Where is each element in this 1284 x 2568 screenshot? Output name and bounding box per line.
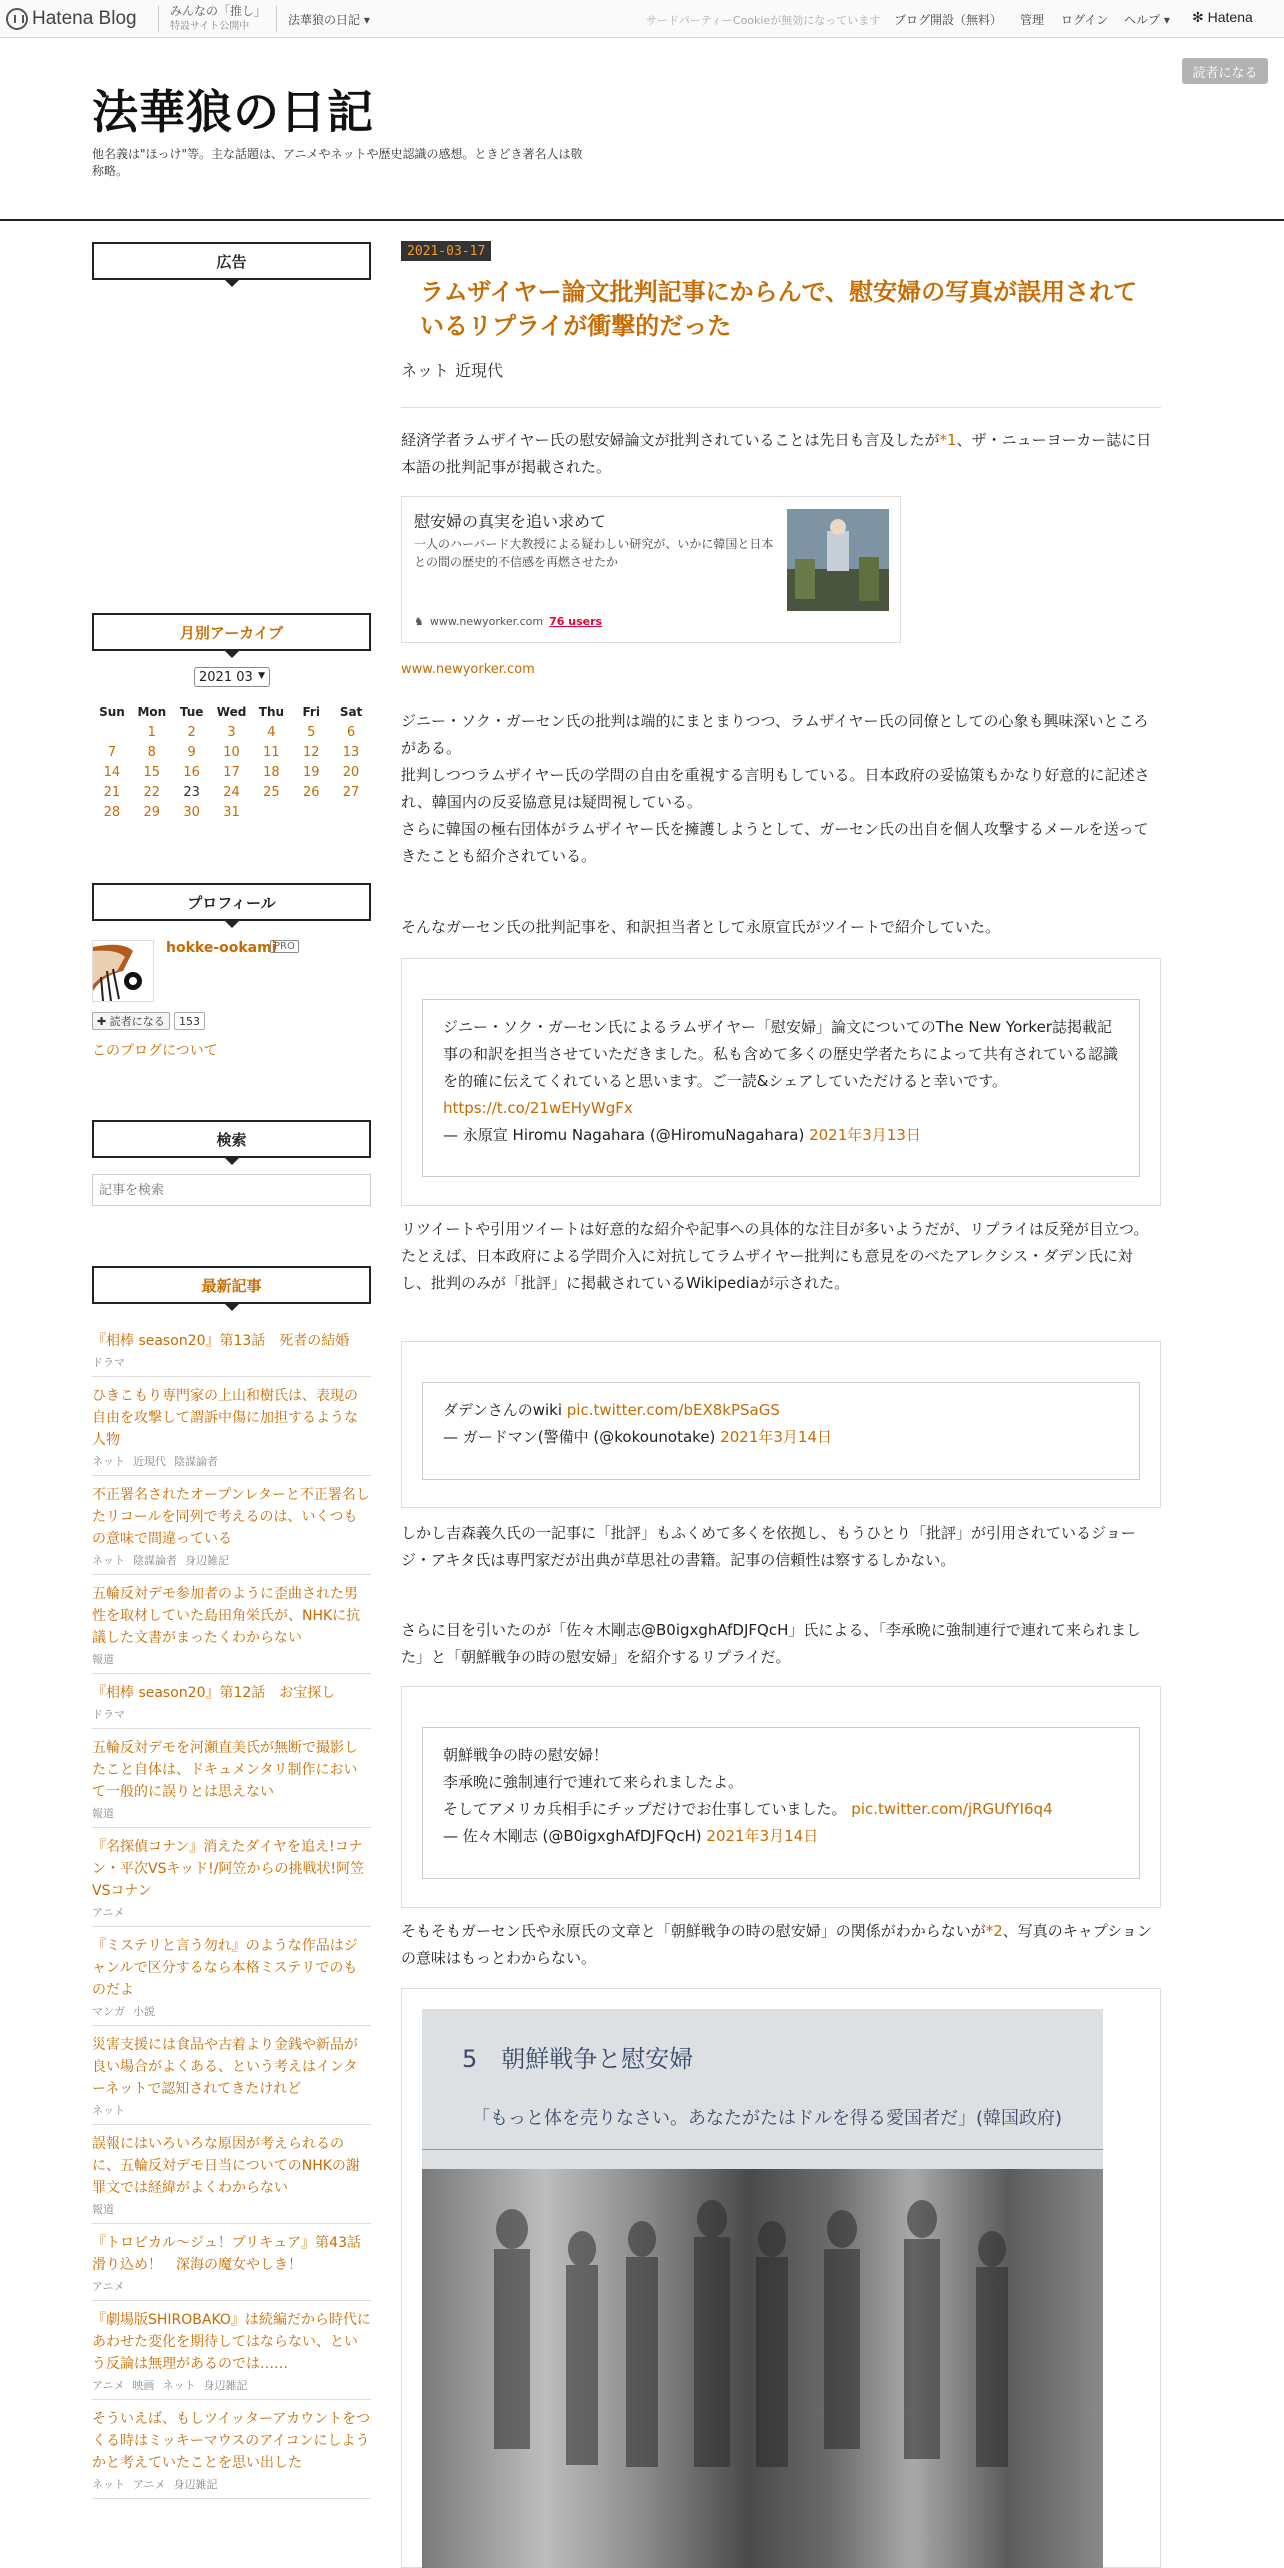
subscribe-button[interactable]: 読者になる [1182, 58, 1268, 84]
article-photo[interactable] [422, 2009, 1103, 2568]
embedded-tweet [401, 1686, 1161, 1908]
recent-entry-link[interactable]: 災害支援には食品や古着より金銭や新品が良い場合がよくある、という考えはインターネットで認知されてきたけれど [92, 2037, 358, 2097]
search-input[interactable] [92, 1174, 371, 1206]
source-site-link[interactable]: www.newyorker.com [401, 662, 535, 677]
chevron-down-icon: ▼ [258, 671, 265, 681]
photo-heading: 5 朝鮮戦争と慰安婦 [462, 2045, 694, 2073]
calendar-day[interactable]: 30 [183, 804, 200, 820]
start-blog-link[interactable]: ブログ開設（無料） [894, 13, 1003, 27]
recent-entry-link[interactable]: 『トロピカル～ジュ！プリキュア』第43話 滑り込め！ 深海の魔女やしき！ [92, 2235, 375, 2273]
reader-count-badge: 153 [174, 1012, 205, 1030]
category-tag[interactable]: 映画 [132, 2379, 155, 2392]
calendar-day [331, 802, 371, 822]
hatena-blog-logo[interactable]: Hatena Blog [6, 6, 137, 32]
tweet-link[interactable]: https://t.co/21wEHyWgFx [443, 1099, 633, 1117]
list-item [92, 2125, 371, 2224]
blog-description: 他名義は"ほっけ"等。主な話題は、アニメやネットや歴史認識の感想。ときどき著名人は敬称略。 [92, 147, 583, 178]
calendar-day[interactable]: 22 [143, 784, 161, 800]
cookie-notice: サードパーティーCookieが無効になっています [646, 14, 881, 27]
category-tag[interactable]: 陰謀論者 [174, 1455, 218, 1468]
category-tag[interactable]: アニメ [92, 1906, 125, 1919]
entry-date[interactable]: 2021-03-17 [401, 241, 491, 261]
tweet-date-link[interactable]: 2021年3月14日 [720, 1428, 832, 1446]
recent-entry-link[interactable]: そういえば、もしツイッターアカウントをつくる時はミッキーマウスのアイコンにしようかと考えていたことを思い出した [92, 2411, 371, 2471]
calendar-day [251, 802, 291, 822]
calendar-weekday: Sat [339, 705, 363, 719]
category-tag[interactable]: 近現代 [455, 361, 504, 380]
list-item [92, 2224, 375, 2301]
recent-entry-link[interactable]: 五輪反対デモ参加者のように歪曲された男性を取材していた島田角栄氏が、NHKに抗議した文書がまったくわからない [92, 1586, 361, 1646]
calendar-weekday: Mon [137, 705, 167, 719]
calendar-day[interactable]: 6 [346, 724, 356, 740]
category-tag[interactable]: 陰謀論者 [133, 1554, 177, 1567]
recent-entry-link[interactable]: 『相棒 season20』第12話 お宝探し [92, 1685, 336, 1701]
calendar-day [92, 722, 132, 742]
calendar-day[interactable]: 5 [307, 724, 316, 740]
list-item [92, 2026, 371, 2125]
list-item [92, 2400, 371, 2499]
calendar-day[interactable]: 21 [103, 784, 121, 800]
calendar-day[interactable]: 27 [342, 784, 360, 800]
bw-photo-people-icon [422, 2169, 1103, 2568]
photo-caption: 「もっと体を売りなさい。あなたがたはドルを得る愛国者だ」(韓国政府) [472, 2108, 1063, 2129]
embed-description: 一人のハーバード大教授による疑わしい研究が、いかに韓国と日本との間の歴史的不信感を再燃させたか [414, 537, 774, 569]
category-tag[interactable]: ネット [92, 2104, 125, 2117]
statue-photo-icon [787, 509, 889, 611]
category-tag[interactable]: ネット [92, 1554, 125, 1567]
recent-entry-link[interactable]: 『ミステリと言う勿れ』のような作品はジャンルで区分するなら本格ミステリでのものだよ [92, 1938, 358, 1998]
divider [276, 6, 277, 32]
recent-entry-categories [92, 1552, 371, 1568]
paragraph: ジニー・ソク・ガーセン氏の批判は端的にまとまりつつ、ラムザイヤー氏の同僚としての心象も興味深いところがある。 批判しつつラムザイヤー氏の学問の自由を重視する言明もしている。日本政府の妥協策もかなり好意的に記述され、韓国内の反妥協意見は疑問視している。 さらに韓国の極右団体がラムザイヤー氏を擁護しようとして、ガーセン氏の出自を個人攻撃するメールを送ってきたことも紹介されている。 [401, 712, 1150, 865]
divider [401, 407, 1161, 408]
calendar-day[interactable]: 3 [227, 724, 236, 740]
calendar-weekday: Sun [99, 705, 125, 719]
recent-entry-link[interactable]: 『劇場版SHIROBAKO』は続編だから時代にあわせた変化を期待してはならない、という反論は無理があるのでは…… [92, 2312, 371, 2372]
tweet-link[interactable]: pic.twitter.com/bEX8kPSaGS [566, 1401, 780, 1419]
calendar-day[interactable]: 12 [302, 744, 320, 760]
recent-entry-categories [92, 1453, 371, 1469]
recent-entry-categories [92, 2102, 371, 2118]
profile-module-title: プロフィール [92, 883, 371, 921]
recent-entry-link[interactable]: ひきこもり専門家の上山和樹氏は、表現の自由を攻撃して謂訴中傷に加担するような人物 [92, 1388, 358, 1448]
recent-entry-categories [92, 2278, 371, 2294]
calendar-day[interactable]: 20 [342, 764, 360, 780]
calendar-weekday: Thu [258, 705, 285, 719]
divider [422, 2149, 1103, 2150]
archive-calendar [92, 702, 371, 822]
calendar-day[interactable]: 18 [263, 764, 280, 780]
help-dropdown[interactable]: ヘルプ ▾ [1124, 13, 1170, 27]
tweet-date-link[interactable]: 2021年3月13日 [809, 1126, 921, 1144]
hatena-logo-icon [6, 8, 28, 30]
about-blog-link[interactable]: このブログについて [92, 1043, 218, 1059]
tweet-link[interactable]: pic.twitter.com/jRGUfYI6q4 [851, 1800, 1053, 1818]
category-tag[interactable]: 報道 [92, 2203, 114, 2216]
follow-button[interactable]: ✚ 読者になる [92, 1012, 170, 1030]
recent-entry-link[interactable]: 誤報にはいろいろな原因が考えられるのに、五輪反対デモ日当についてのNHKの謝罪文では経緯がよくわからない [92, 2136, 360, 2196]
entry-title[interactable]: ラムザイヤー論文批判記事にからんで、慰安婦の写真が誤用されているリプライが衝撃的だった [420, 278, 1138, 340]
footnote-link[interactable]: *2 [985, 1922, 1003, 1940]
calendar-day[interactable]: 10 [223, 744, 240, 760]
list-item [92, 1322, 371, 1377]
list-item [92, 1674, 371, 1729]
list-item [92, 1729, 371, 1828]
paragraph: しかし吉森義久氏の一記事に「批評」もふくめて多くを依拠し、もうひとり「批評」が引用されているジョージ・アキタ氏は専門家だが出典が草思社の書籍。記事の信頼性は察するしかない。 [401, 1524, 1136, 1569]
calendar-weekday: Fri [302, 705, 320, 719]
category-tag[interactable]: ネット [92, 2478, 125, 2491]
blog-title[interactable]: 法華狼の日記 [92, 85, 374, 139]
paragraph: さらに目を引いたのが「佐々木剛志@B0igxghAfDJFQcH」氏による、「李承晩に強制連行で連れて来られました」と「朝鮮戦争の時の慰安婦」を紹介するリプライだ。 [401, 1621, 1141, 1666]
category-tag[interactable]: アニメ [92, 2379, 125, 2392]
recent-entry-categories [92, 2003, 371, 2019]
archive-month-select[interactable]: 2021 03 ▼ [194, 667, 270, 687]
list-item [92, 1828, 371, 1927]
recent-module-title: 最新記事 [92, 1266, 371, 1304]
category-tag[interactable]: 小説 [133, 2005, 155, 2018]
recent-entry-link[interactable]: 不正署名されたオープンレターと不正署名したリコールを同列で考えるのは、いくつもの意味で間違っている [92, 1487, 370, 1547]
calendar-day[interactable]: 14 [103, 764, 121, 780]
calendar-day[interactable]: 29 [143, 804, 161, 820]
search-module-title: 検索 [92, 1120, 371, 1158]
calendar-day[interactable]: 19 [302, 764, 320, 780]
calendar-day[interactable]: 7 [107, 744, 117, 760]
list-item [92, 1377, 371, 1476]
calendar-weekday: Wed [216, 705, 247, 719]
category-tag[interactable]: ドラマ [92, 1356, 125, 1369]
oshi-campaign-link[interactable]: みんなの「推し」 特設サイト公開中 [170, 4, 267, 32]
list-item [92, 2301, 371, 2400]
calendar-day[interactable]: 24 [223, 784, 240, 800]
category-tag[interactable]: 報道 [92, 1807, 114, 1820]
login-link[interactable]: ログイン [1061, 13, 1109, 27]
footnote-link[interactable]: *1 [939, 431, 957, 449]
ad-module-title: 広告 [92, 242, 371, 280]
paragraph: リツイートや引用ツイートは好意的な紹介や記事への具体的な注目が多いようだが、リプライは反発が目立つ。 たとえば、日本政府による学問介入に対抗してラムザイヤー批判にも意見をのべたアレクシス・ダデン氏に対し、批判のみが「批評」に掲載されているWikipediaが示された。 [401, 1220, 1149, 1292]
category-tag[interactable]: 報道 [92, 1653, 114, 1666]
recent-entry-categories [92, 1651, 371, 1667]
calendar-day[interactable]: 2 [187, 724, 196, 740]
calendar-day[interactable]: 31 [223, 804, 240, 820]
recent-entry-categories [92, 2201, 371, 2217]
category-tag[interactable]: 身辺雑記 [185, 1554, 229, 1567]
calendar-day[interactable]: 8 [147, 744, 156, 760]
embedded-tweet [401, 958, 1161, 1206]
calendar-day[interactable]: 13 [342, 744, 360, 760]
calendar-day[interactable]: 4 [267, 724, 276, 740]
category-tag[interactable]: ネット [162, 2379, 196, 2392]
calendar-day [291, 802, 331, 822]
tweet-date-link[interactable]: 2021年3月14日 [706, 1827, 819, 1845]
blog-menu-dropdown[interactable]: 法華狼の日記 ▾ [288, 13, 370, 27]
calendar-day[interactable]: 15 [143, 764, 161, 780]
recent-entry-link[interactable]: 『相棒 season20』第13話 死者の結婚 [92, 1333, 350, 1349]
recent-entry-categories [92, 1706, 371, 1722]
embed-title[interactable]: 慰安婦の真実を追い求めて [414, 512, 607, 531]
calendar-day[interactable]: 11 [263, 744, 280, 760]
recent-entries-list [92, 1322, 375, 2499]
calendar-day[interactable]: 26 [302, 784, 320, 800]
category-tag[interactable]: 身辺雑記 [173, 2478, 218, 2491]
category-tag[interactable]: ネット [92, 1455, 125, 1468]
paragraph: 経済学者ラムザイヤー氏の慰安婦論文が批判されていることは先日も言及したが*1、ザ・ニューヨーカー誌に日本語の批判記事が掲載された。 [401, 431, 1152, 476]
photo-frame [401, 1988, 1161, 2568]
category-tag[interactable]: ネット [401, 361, 450, 380]
wolf-avatar-icon [93, 941, 154, 1002]
calendar-day[interactable]: 1 [147, 724, 156, 740]
calendar-day[interactable]: 28 [103, 804, 121, 820]
calendar-day[interactable]: 9 [187, 744, 196, 760]
category-tag[interactable]: 近現代 [133, 1455, 166, 1468]
embed-site: ♞ www.newyorker.com 76 users [414, 615, 603, 628]
tweet-body: ジニー・ソク・ガーセン氏によるラムザイヤー「慰安婦」論文についてのThe New Yorker誌掲載記事の和訳を担当させていただきました。私も含めて多くの歴史学者たちによって共有されている認識を的確に伝えてくれていると思います。ご一読&シェアしていただけると幸いです。 https://t.co/21wEHyWgFx — 永原宣 Hiromu Nagahara (@HiromuNagahara) 2021年3月13日 [422, 999, 1140, 1177]
pro-badge: PRO [270, 940, 299, 953]
recent-entry-link[interactable]: 『名探偵コナン』消えたダイヤを追え!コナン・平次VSキッド!/阿笠からの挑戦状!阿笠VSコナン [92, 1839, 365, 1899]
admin-link[interactable]: 管理 [1020, 13, 1045, 27]
list-item [92, 1476, 371, 1575]
paragraph: そんなガーセン氏の批判記事を、和訳担当者として永原宣氏がツイートで紹介していた。 [401, 918, 1000, 936]
recent-entry-categories [92, 1904, 371, 1920]
category-tag[interactable]: ドラマ [92, 1708, 125, 1721]
hatena-mark-icon: ✻ [1192, 9, 1208, 25]
calendar-day[interactable]: 16 [183, 764, 200, 780]
category-tag[interactable]: 身辺雑記 [203, 2379, 248, 2392]
recent-entry-categories [92, 2476, 371, 2492]
calendar-day: 23 [183, 784, 200, 800]
recent-entry-categories [92, 2377, 371, 2393]
bookmark-users-link[interactable]: 76 users [549, 615, 603, 628]
recent-entry-link[interactable]: 五輪反対デモを河瀬直美氏が無断で撮影したこと自体は、ドキュメンタリ制作において一般的に誤りとは思えない [92, 1740, 358, 1800]
archive-module-title: 月別アーカイブ [92, 613, 371, 651]
calendar-weekday: Tue [179, 705, 204, 719]
calendar-day[interactable]: 17 [223, 764, 240, 780]
hatena-link[interactable]: ✻ Hatena [1192, 9, 1253, 25]
embedded-tweet [401, 1341, 1161, 1508]
embed-card[interactable] [401, 496, 901, 643]
embed-thumbnail[interactable] [787, 509, 889, 611]
site-favicon-icon: ♞ [414, 615, 424, 628]
category-tag[interactable]: アニメ [92, 2280, 125, 2293]
entry-categories [401, 358, 503, 381]
avatar[interactable] [92, 940, 154, 1002]
recent-entry-categories [92, 1805, 371, 1821]
paragraph: そもそもガーセン氏や永原氏の文章と「朝鮮戦争の時の慰安婦」の関係がわからないが*2、写真のキャプションの意味はもっとわからない。 [401, 1922, 1152, 1967]
recent-entry-categories [92, 1354, 371, 1370]
blog-header [0, 38, 1284, 221]
category-tag[interactable]: アニメ [133, 2478, 166, 2491]
calendar-day[interactable]: 25 [263, 784, 280, 800]
global-topbar [0, 0, 1284, 38]
category-tag[interactable]: マンガ [92, 2005, 125, 2018]
list-item [92, 1575, 371, 1674]
tweet-body: 朝鮮戦争の時の慰安婦！ 李承晩に強制連行で連れて来られましたよ。 そしてアメリカ兵相手にチップだけでお仕事していました。 pic.twitter.com/jRGUfYI6q4 — 佐々木剛志 (@B0igxghAfDJFQcH) 2021年3月14日 [422, 1727, 1140, 1879]
profile-name-link[interactable]: hokke-ookami [166, 940, 277, 956]
list-item [92, 1927, 371, 2026]
divider [158, 6, 159, 32]
tweet-body: ダデンさんのwiki pic.twitter.com/bEX8kPSaGS — ガードマン(警備中 (@kokounotake) 2021年3月14日 [422, 1382, 1140, 1480]
